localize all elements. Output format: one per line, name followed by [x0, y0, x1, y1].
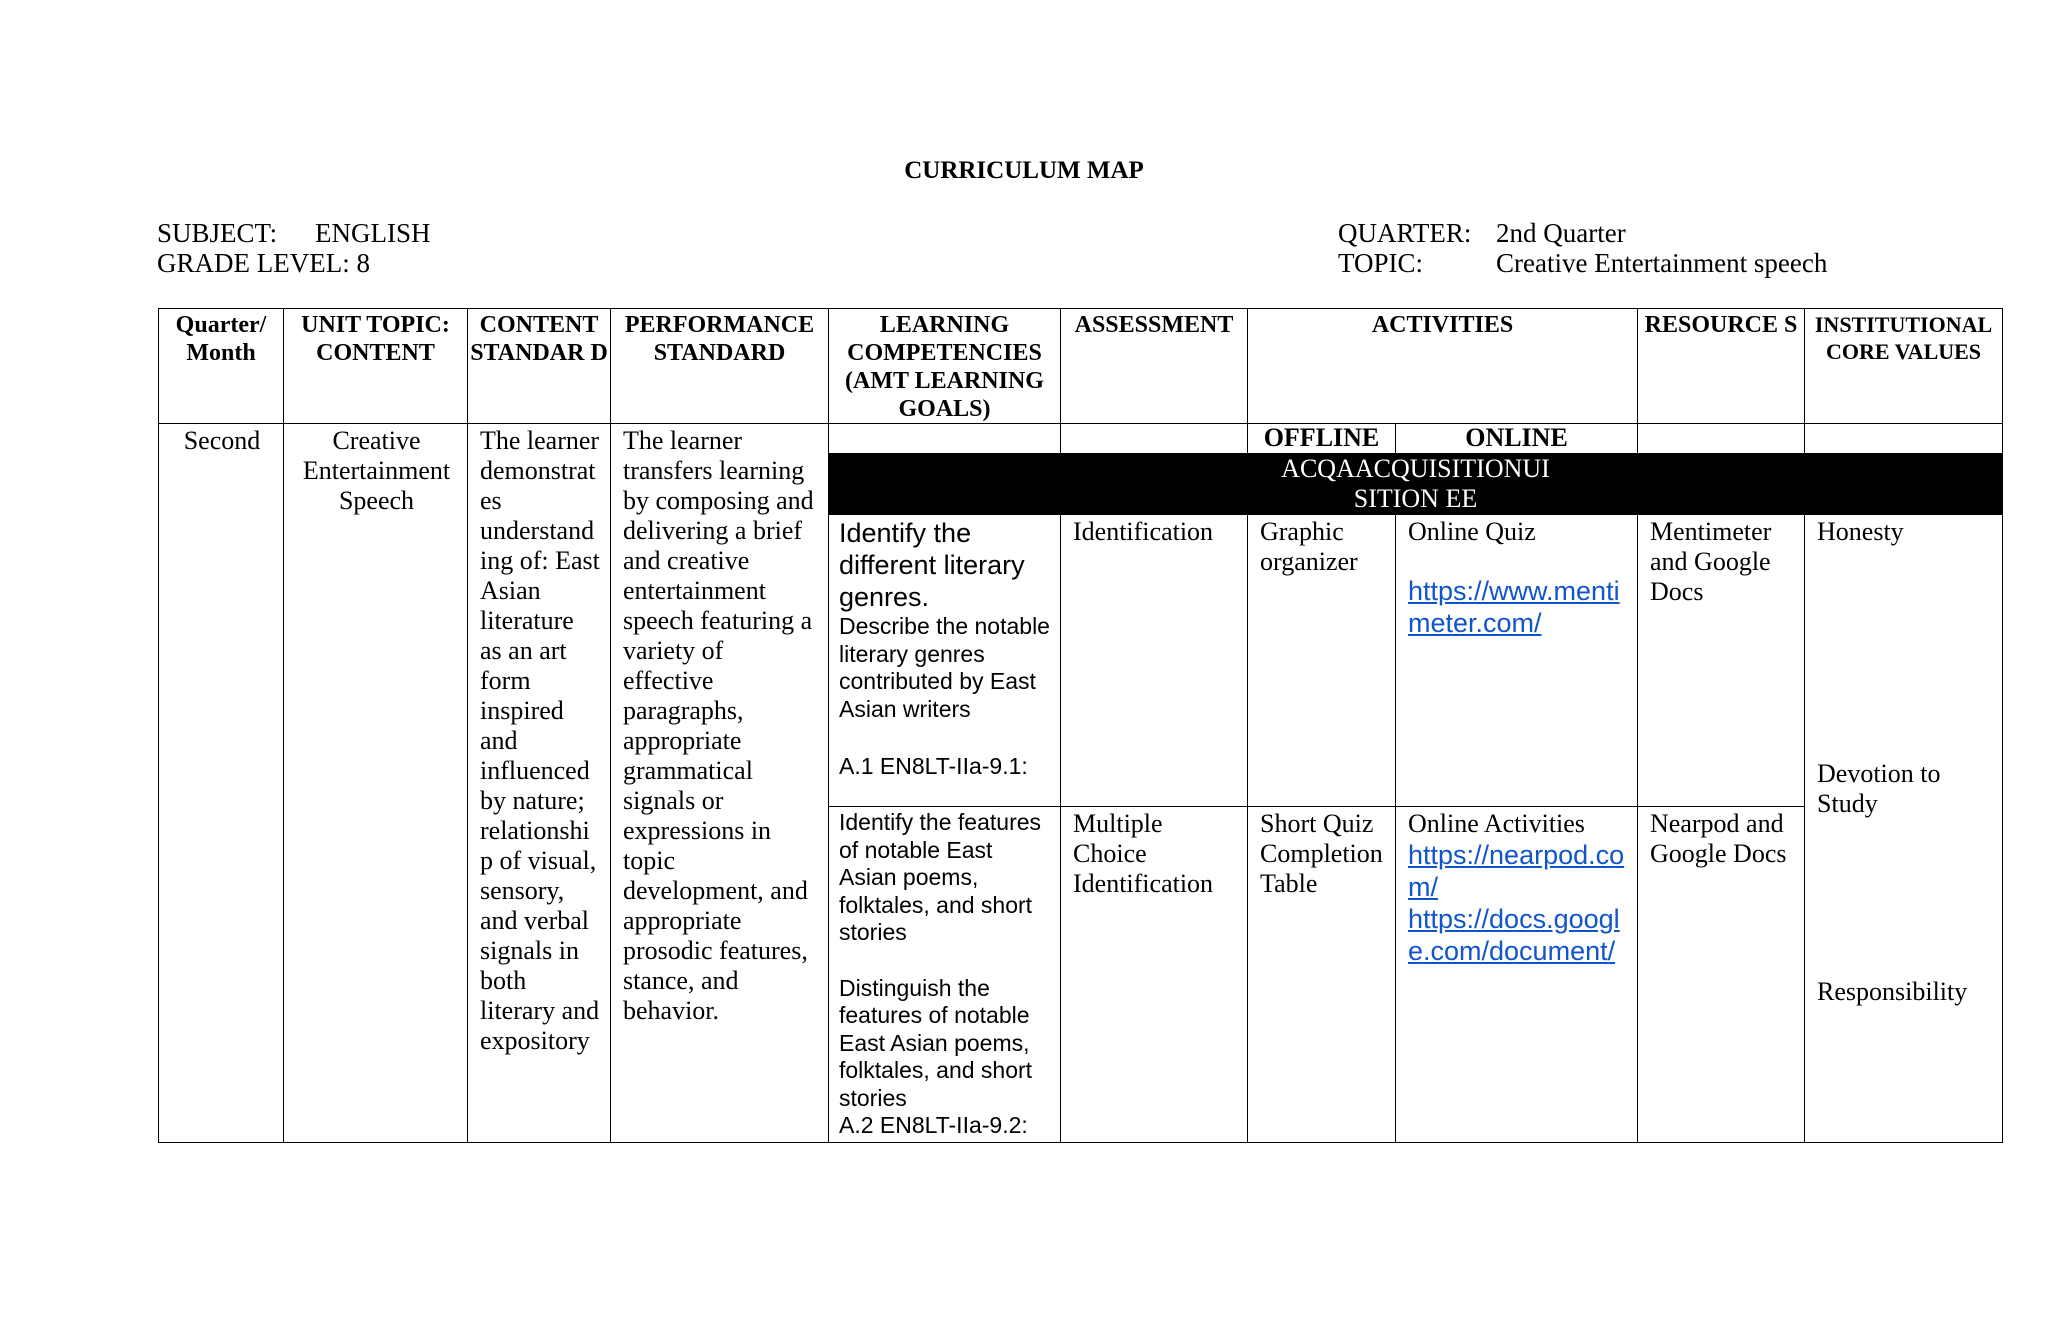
spacer [1817, 547, 1992, 759]
competency-cell-2 [829, 807, 1061, 1143]
header-activities: ACTIVITIES [1248, 309, 1638, 424]
spacer [839, 723, 1052, 753]
empty-cell [829, 424, 1061, 454]
quarter-value: 2nd Quarter [1496, 218, 1626, 248]
quarter-month-value: Second [183, 426, 261, 455]
online-cell-1 [1396, 515, 1638, 807]
assessment-value: Multiple Choice Identification [1073, 809, 1214, 898]
offline-cell-2 [1248, 807, 1396, 1143]
competency-cell-1 [829, 515, 1061, 807]
quarter-month-cell [159, 424, 284, 1143]
topic-value: Creative Entertainment speech [1496, 248, 1828, 278]
grade-level: GRADE LEVEL: 8 [157, 248, 370, 278]
header-content-standard: CONTENT STANDAR D [468, 309, 611, 424]
empty-cell [1805, 424, 2003, 454]
core-value-honesty: Honesty [1817, 517, 1904, 546]
content-standard-cell [468, 424, 611, 1143]
online-label: Online Quiz [1408, 517, 1536, 546]
performance-standard-value: The learner transfers learning by composing and delivering a brief and creative entertainment speech featuring a variety of effective paragraphs, appropriate grammatical signals or expressions in topic development, and appropriate prosodic features, stance, and behavior. [623, 426, 814, 1025]
offline-cell-1 [1248, 515, 1396, 807]
offline-value: Graphic organizer [1260, 517, 1358, 576]
spacer [1408, 547, 1627, 575]
resources-value: Nearpod and Google Docs [1650, 809, 1787, 868]
competency-text: Identify the features of notable East Asian poems, folktales, and short stories [839, 809, 1042, 945]
competency-lead: Identify the different literary genres. [839, 518, 1025, 612]
online-cell-2 [1396, 807, 1638, 1143]
header-resources: RESOURCE S [1638, 309, 1805, 424]
resources-value: Mentimeter and Google Docs [1650, 517, 1772, 606]
unit-topic-value: Creative Entertainment Speech [302, 426, 451, 515]
google-docs-link[interactable]: https://docs.google.com/document/ [1408, 904, 1620, 966]
core-value-devotion: Devotion to Study [1817, 759, 1941, 818]
header-quarter-month: Quarter/ Month [159, 309, 284, 424]
header-row [159, 309, 2003, 424]
nearpod-link[interactable]: https://nearpod.com/ [1408, 840, 1625, 902]
competency-text: Describe the notable literary genres contributed by East Asian writers [839, 613, 1050, 722]
subject-value: ENGLISH [315, 218, 431, 248]
competency-code: A.1 EN8LT-IIa-9.1: [839, 753, 1028, 779]
spacer [1817, 819, 1992, 977]
resources-cell-2 [1638, 807, 1805, 1143]
assessment-value: Identification [1073, 517, 1214, 546]
quarter-label: QUARTER: [1338, 218, 1472, 248]
resources-cell-1 [1638, 515, 1805, 807]
header-unit-topic: UNIT TOPIC: CONTENT [284, 309, 468, 424]
core-value-responsibility: Responsibility [1817, 977, 1968, 1006]
banner-text: ACQAACQUISITIONUISITION EE [1281, 454, 1550, 513]
header-core-values: INSTITUTIONAL CORE VALUES [1805, 309, 2003, 424]
header-assessment: ASSESSMENT [1061, 309, 1248, 424]
spacer [839, 947, 1052, 975]
meta-left [157, 218, 431, 278]
subheader-offline: OFFLINE [1248, 424, 1396, 454]
content-standard-value: The learner demonstrat es understand ing of: East Asian literature as an art form inspired and influenced by nature; relationshi p of visual, sensory, and verbal signals in both literary and expository [480, 426, 600, 1055]
subheader-online: ONLINE [1396, 424, 1638, 454]
assessment-cell-1 [1061, 515, 1248, 807]
subject-label: SUBJECT: [157, 218, 278, 248]
document-title: CURRICULUM MAP [904, 157, 1144, 184]
offline-value: Short Quiz Completion Table [1260, 809, 1383, 898]
curriculum-table [158, 308, 2003, 1143]
online-label: Online Activities [1408, 809, 1585, 838]
competency-text-2: Distinguish the features of notable East Asian poems, folktales, and short stories [839, 974, 1033, 1111]
header-performance-standard: PERFORMANCE STANDARD [611, 309, 829, 424]
topic-label: TOPIC: [1338, 248, 1424, 278]
acquisition-banner [829, 454, 2003, 515]
competency-code: A.2 EN8LT-IIa-9.2: [839, 1112, 1028, 1138]
mentimeter-link[interactable]: https://www.mentimeter.com/ [1408, 576, 1620, 638]
subheader-row [159, 424, 2003, 454]
performance-standard-cell [611, 424, 829, 1143]
meta-right [1338, 218, 1827, 278]
header-learning-competencies: LEARNING COMPETENCIES (AMT LEARNING GOALS) [829, 309, 1061, 424]
empty-cell [1061, 424, 1248, 454]
assessment-cell-2 [1061, 807, 1248, 1143]
empty-cell [1638, 424, 1805, 454]
core-values-cell [1805, 515, 2003, 1143]
unit-topic-cell [284, 424, 468, 1143]
